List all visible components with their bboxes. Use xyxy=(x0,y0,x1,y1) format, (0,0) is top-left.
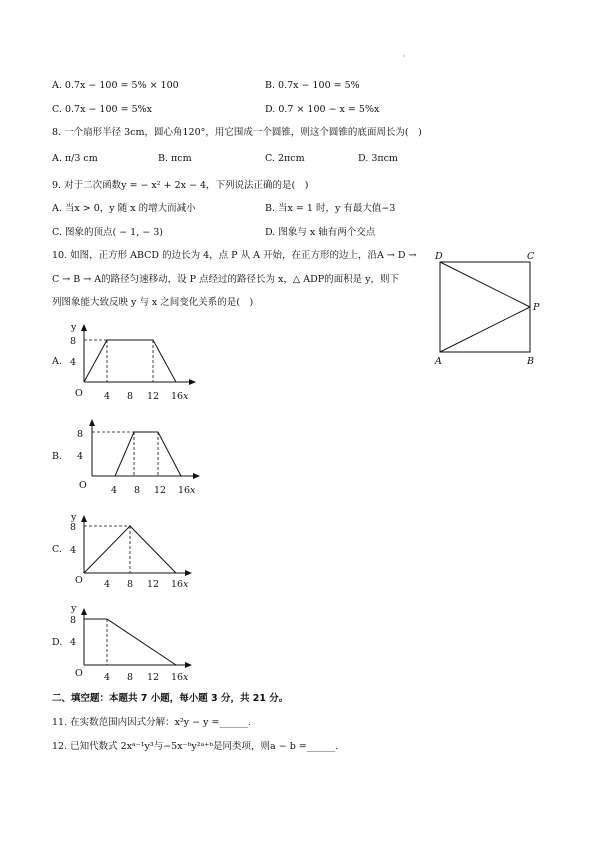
graph-b-tick-x16: 16 xyxy=(178,485,191,496)
graph-d-tick-x16: 16 xyxy=(171,672,184,683)
graph-c-letter: C. xyxy=(52,544,62,555)
q9-option-c: C. 图象的顶点( − 1, − 3) xyxy=(52,227,163,238)
q8-option-c: C. 2πcm xyxy=(265,153,305,164)
q10-line-1: 10. 如图，正方形 ABCD 的边长为 4，点 P 从 A 开始，在正方形的边上，沿A → D → xyxy=(52,250,417,261)
graph-c-tick-x4: 4 xyxy=(104,579,111,590)
graph-b-tick-y4: 4 xyxy=(77,451,84,462)
graph-a-tick-x12: 12 xyxy=(147,391,160,402)
q8-option-b: B. πcm xyxy=(158,153,192,164)
graph-d-letter: D. xyxy=(52,637,63,648)
graph-c-origin: O xyxy=(75,575,83,586)
graph-b-tick-x4: 4 xyxy=(111,485,118,496)
graph-a-tick-x16: 16 xyxy=(171,391,184,402)
q10-line-3: 列图象能大致反映 y 与 x 之间变化关系的是( ) xyxy=(52,297,254,308)
section-2-title: 二、填空题：本题共 7 小题，每小题 3 分，共 21 分。 xyxy=(52,693,289,704)
graph-d-tick-y4: 4 xyxy=(70,637,77,648)
label-c: C xyxy=(527,251,535,262)
q7-option-d: D. 0.7 × 100 − x = 5%x xyxy=(265,104,380,115)
q9-option-d: D. 图象与 x 轴有两个交点 xyxy=(265,227,376,238)
q8-option-a: A. π/3 cm xyxy=(52,153,98,164)
graph-c-y-label: y xyxy=(71,512,77,523)
q10-line-2: C → B → A的路径匀速移动，设 P 点经过的路径长为 x，△ ADP的面积是 y，则下 xyxy=(52,274,400,285)
label-b: B xyxy=(527,356,534,367)
graph-b-tick-x12: 12 xyxy=(154,485,167,496)
graph-a-tick-x8: 8 xyxy=(127,391,134,402)
q9-stem: 9. 对于二次函数y = − x² + 2x − 4，下列说法正确的是( ) xyxy=(52,180,309,191)
graph-a-tick-y8: 8 xyxy=(70,336,77,347)
q8-option-d: D. 3πcm xyxy=(358,153,398,164)
graph-b-tick-x8: 8 xyxy=(134,485,141,496)
label-a: A xyxy=(435,356,442,367)
graph-b-x-label: x xyxy=(190,485,196,496)
graph-d-tick-x4: 4 xyxy=(104,672,111,683)
graph-b-origin: O xyxy=(79,480,87,491)
q8-stem: 8. 一个扇形半径 3cm，圆心角120°，用它围成一个圆锥，则这个圆锥的底面周长为( ) xyxy=(52,127,422,138)
graph-a-tick-x4: 4 xyxy=(104,391,111,402)
graph-b-letter: B. xyxy=(52,451,63,462)
graph-b-tick-y8: 8 xyxy=(77,429,84,440)
q7-option-b: B. 0.7x − 100 = 5% xyxy=(265,80,360,91)
graph-d-curve xyxy=(84,619,176,665)
graph-a-origin: O xyxy=(75,388,83,399)
corner-mark: · xyxy=(403,52,406,61)
graph-c-tick-x12: 12 xyxy=(147,579,160,590)
graph-d-y-arrow xyxy=(81,608,87,615)
graph-d-x-label: x xyxy=(183,672,189,683)
label-d: D xyxy=(435,251,443,262)
q12-text: 12. 已知代数式 2xᵃ⁻¹y³与−5x⁻ᵇy²ᵃ⁺ᵇ是同类项，则a − b =______. xyxy=(52,741,339,752)
graph-c-tick-x16: 16 xyxy=(171,579,184,590)
graph-a-letter: A. xyxy=(52,356,62,367)
graph-a-x-label: x xyxy=(183,391,189,402)
q7-option-c: C. 0.7x − 100 = 5%x xyxy=(52,104,152,115)
graph-a-y-label: y xyxy=(71,322,77,333)
q7-option-a: A. 0.7x − 100 = 5% × 100 xyxy=(52,80,179,91)
graph-d-x-arrow xyxy=(185,662,192,668)
graph-d-tick-y8: 8 xyxy=(70,615,77,626)
graph-d-tick-x12: 12 xyxy=(147,672,160,683)
graph-c-tick-x8: 8 xyxy=(127,579,134,590)
q9-option-a: A. 当x > 0，y 随 x 的增大而减小 xyxy=(52,203,196,214)
graph-d-tick-x8: 8 xyxy=(127,672,134,683)
label-p: P xyxy=(533,302,540,313)
graph-c-tick-y8: 8 xyxy=(70,522,77,533)
q11-text: 11. 在实数范围内因式分解：x²y − y =______. xyxy=(52,717,252,728)
graph-a-tick-y4: 4 xyxy=(70,357,77,368)
graph-d-origin: O xyxy=(75,668,83,679)
q9-option-b: B. 当x = 1 时，y 有最大值−3 xyxy=(265,203,396,214)
graph-c-x-label: x xyxy=(183,579,189,590)
graph-c-tick-y4: 4 xyxy=(70,545,77,556)
graph-d-y-label: y xyxy=(71,603,77,614)
